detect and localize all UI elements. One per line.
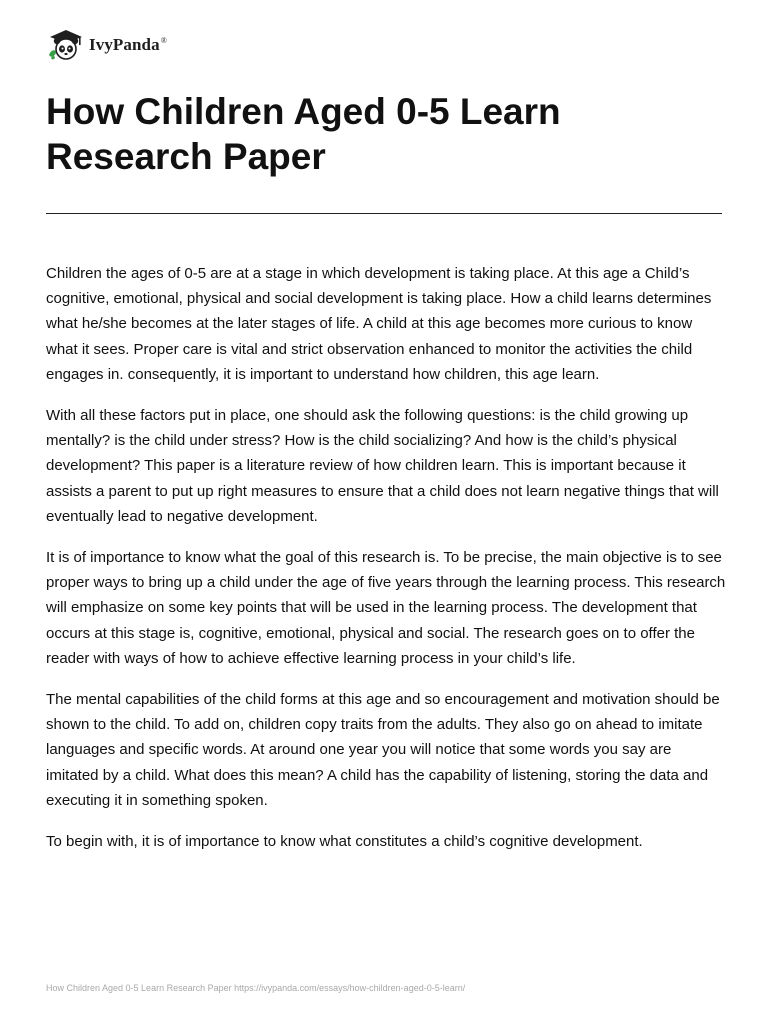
panda-graduation-cap-icon <box>46 27 86 63</box>
page-footer-citation: How Children Aged 0-5 Learn Research Paper https://ivypanda.com/essays/how-children-aged-0-5-learn/ <box>46 983 466 993</box>
registered-mark: ® <box>160 36 167 46</box>
logo-name: IvyPanda <box>89 35 160 54</box>
paragraph: It is of importance to know what the goal of this research is. To be precise, the main objective is to see proper ways to bring up a child under the age of five years through the learning process. This research will emphasize on some key points that will be used in the learning process. The development that occurs at this stage is, cognitive, emotional, physical and social. The research goes on to offer the reader with ways of how to achieve effective learning process in your child’s life. <box>46 549 726 667</box>
paragraph: With all these factors put in place, one should ask the following questions: is the child growing up mentally? is the child under stress? How is the child socializing? And how is the child’s physical development? This paper is a literature review of how children learn. This is important because it assists a parent to put up right measures to ensure that a child does not learn negative things that will eventually lead to negative development. <box>46 407 719 525</box>
paragraph: Children the ages of 0-5 are at a stage in which development is taking place. At this age a Child’s cognitive, emotional, physical and social development is taking place. How a child learns determines what he/she becomes at the later stages of life. A child at this age becomes more curious to know what it sees. Proper care is vital and strict observation enhanced to monitor the activities the child engages in. consequently, it is important to understand how children, this age learn. <box>46 265 712 383</box>
ivypanda-logo[interactable] <box>46 27 167 63</box>
document-title: How Children Aged 0-5 Learn Research Paper <box>46 91 561 177</box>
document-body <box>46 261 726 870</box>
paragraph: The mental capabilities of the child forms at this age and so encouragement and motivation should be shown to the child. To add on, children copy traits from the adults. They also go on ahead to imitate languages and specific words. At around one year you will notice that some words you say are imitated by a child. What does this mean? A child has the capability of listening, storing the data and executing it in something spoken. <box>46 691 720 809</box>
logo-wordmark <box>89 35 167 55</box>
title-divider <box>46 213 722 214</box>
paragraph: To begin with, it is of importance to know what constitutes a child’s cognitive development. <box>46 833 643 851</box>
